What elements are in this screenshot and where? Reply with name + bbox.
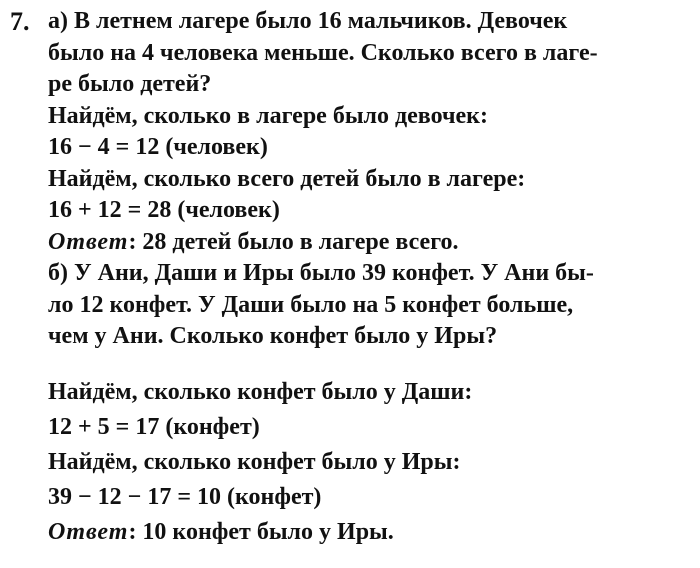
part-a-answer	[48, 227, 694, 259]
part-a-condition-line-1: а) В летнем лагере было 16 мальчиков. Девочек	[48, 8, 568, 34]
part-b-condition-line-2: ло 12 конфет. У Даши было на 5 конфет больше,	[48, 291, 574, 318]
part-a-step-4: 16 + 12 = 28 (человек)	[48, 197, 280, 223]
part-b-step-2: 12 + 5 = 17 (конфет)	[48, 414, 260, 440]
part-b-answer-label: Ответ	[48, 519, 129, 545]
part-a-condition-line-3: ре было детей?	[48, 71, 212, 97]
part-b-answer	[48, 515, 694, 550]
part-b-solution-block	[48, 375, 694, 550]
part-b-step-4: 39 − 12 − 17 = 10 (конфет)	[48, 484, 322, 510]
part-b-condition-line-1: б) У Ани, Даши и Иры было 39 конфет. У Ани бы-	[48, 260, 594, 286]
part-b-answer-text: : 10 конфет было у Иры.	[128, 519, 394, 545]
part-a-condition-line-2: было на 4 человека меньше. Сколько всего в лаге-	[48, 39, 598, 66]
part-b-step-1: Найдём, сколько конфет было у Даши:	[48, 379, 473, 405]
part-b-step-3: Найдём, сколько конфет было у Иры:	[48, 449, 461, 475]
part-a-answer-label: Ответ	[48, 228, 129, 255]
part-a-answer-text: : 28 детей было в лагере всего.	[128, 228, 459, 255]
problem-text-block	[48, 6, 694, 353]
part-b-condition-line-3: чем у Ани. Сколько конфет было у Иры?	[48, 323, 498, 349]
problem-number: 7.	[10, 7, 30, 36]
part-a-step-3: Найдём, сколько всего детей было в лагере:	[48, 165, 526, 192]
part-a-step-1: Найдём, сколько в лагере было девочек:	[48, 102, 488, 129]
part-a-step-2: 16 − 4 = 12 (человек)	[48, 134, 268, 160]
